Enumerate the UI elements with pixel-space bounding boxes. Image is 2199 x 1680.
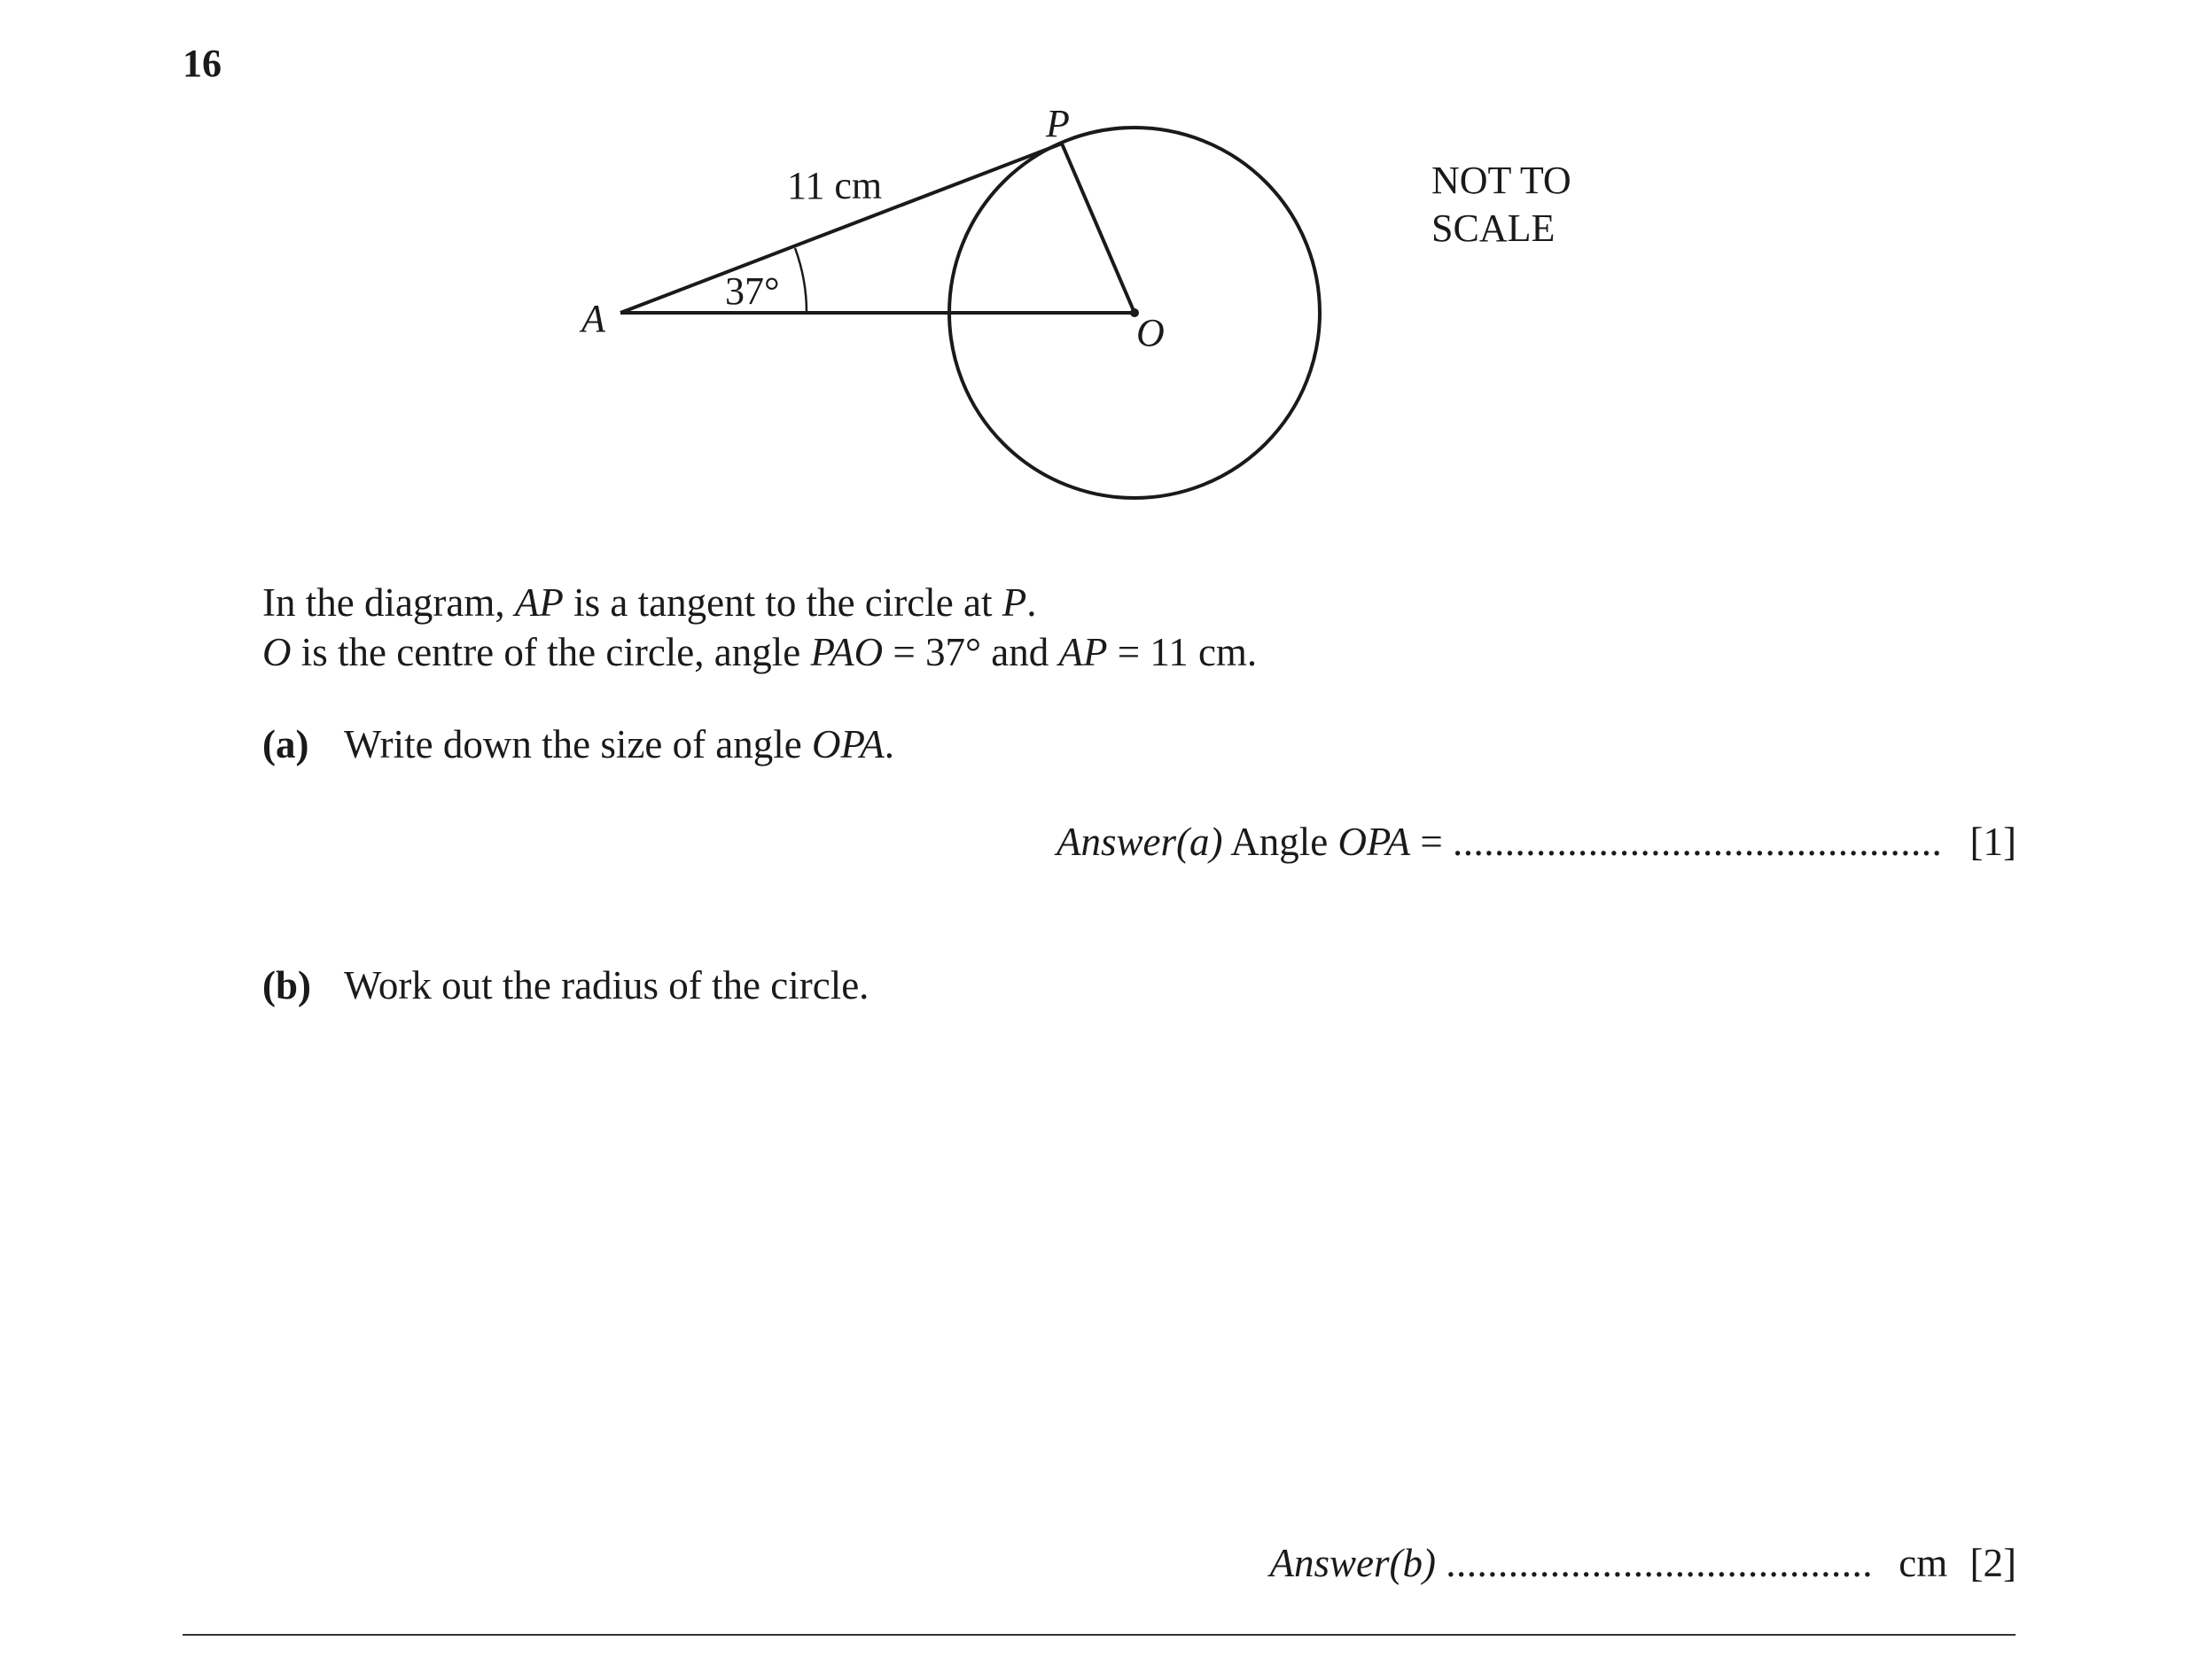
part-a-label: (a) [262, 722, 309, 766]
intro-line-2: O is the centre of the circle, angle PAO = 37° and AP = 11 cm. [262, 630, 1258, 674]
answer-a-space[interactable]: ............................................... [1453, 820, 1943, 864]
answer-a-prefix: Answer(a) [1056, 820, 1223, 864]
part-b-marks: [2] [1969, 1541, 2016, 1585]
part-b-label: (b) [262, 963, 311, 1007]
part-b-answer [1270, 1540, 2016, 1586]
tangent-circle-diagram [0, 0, 2199, 567]
not-to-scale-line2: SCALE [1431, 206, 1556, 250]
label-A: A [581, 297, 605, 340]
not-to-scale-line1: NOT TO [1431, 159, 1571, 202]
part-a-question: (a) Write down the size of angle OPA. [262, 722, 894, 766]
bottom-rule [183, 1634, 2016, 1636]
question-number: 16 [183, 42, 222, 85]
angle-arc [795, 248, 807, 313]
part-a-answer: Answer(a) Angle OPA = ............................................... [1] [1056, 820, 2016, 864]
radius-OP [1062, 144, 1135, 313]
label-P: P [1046, 102, 1070, 145]
answer-b-prefix: Answer(b) [1269, 1541, 1437, 1585]
part-a-marks: [1] [1969, 820, 2016, 864]
intro-line-1: In the diagram, AP is a tangent to the circle at P. [262, 580, 1037, 625]
part-b-question: (b) Work out the radius of the circle. [262, 963, 869, 1007]
label-O: O [1136, 311, 1165, 354]
question-intro [262, 578, 1257, 677]
angle-label-PAO: 37° [725, 269, 780, 313]
length-label-AP: 11 cm [787, 164, 883, 207]
answer-b-space[interactable]: ......................................... [1446, 1541, 1874, 1585]
part-b-unit: cm [1899, 1541, 1948, 1585]
